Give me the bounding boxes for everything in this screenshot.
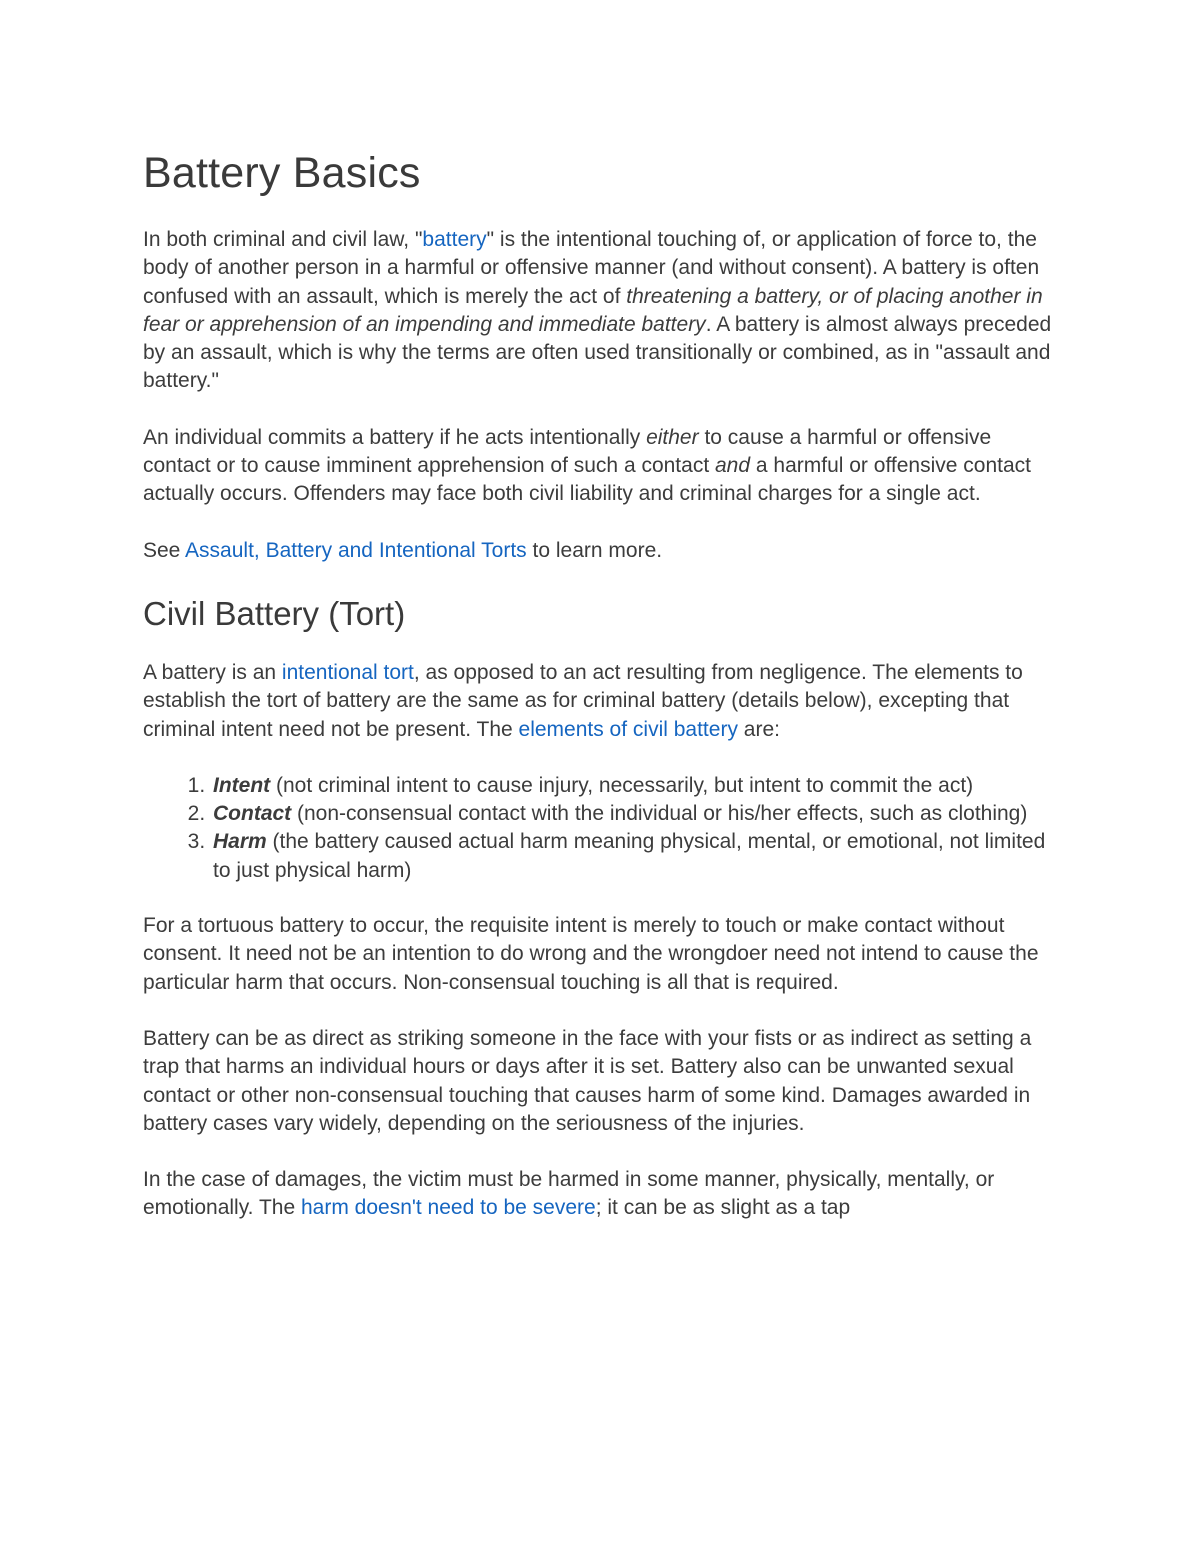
text-run: A battery is an bbox=[143, 660, 282, 684]
section-heading-civil-battery: Civil Battery (Tort) bbox=[143, 594, 406, 632]
list-item-text: (not criminal intent to cause injury, necessarily, but intent to commit the act) bbox=[270, 773, 974, 797]
paragraph-direct-indirect: Battery can be as direct as striking someone in the face with your fists or as indirect as setting a trap that harms an individual hours or days after it is set. Battery also can be unwanted sexual contact or other non-consensual touching that causes harm of some kind. Damages awarded in battery cases vary widely, depending on the seriousness of the injuries. bbox=[143, 1026, 1032, 1135]
battery-link[interactable]: battery bbox=[422, 228, 487, 251]
emphasis-text: threatening a battery, or of placing another in fear or apprehension of an impending and immediate battery bbox=[143, 284, 1043, 336]
text-run: In both criminal and civil law, " bbox=[143, 228, 423, 251]
text-run: ; it can be as slight as a tap bbox=[595, 1196, 851, 1220]
paragraph-see-also bbox=[143, 537, 1063, 565]
text-run: See bbox=[143, 538, 186, 562]
intentional-torts-link[interactable]: Assault, Battery and Intentional Torts bbox=[185, 538, 527, 562]
harm-not-severe-link[interactable]: harm doesn't need to be severe bbox=[300, 1196, 596, 1220]
document-content bbox=[143, 146, 1063, 1223]
paragraph-intro bbox=[143, 226, 1063, 396]
text-run: to learn more. bbox=[526, 538, 663, 562]
emphasis-either: either bbox=[646, 425, 699, 449]
paragraph-tortuous-battery: For a tortuous battery to occur, the requisite intent is merely to touch or make contact without consent. It need not be an intention to do wrong and the wrongdoer need not intend to cause the particular harm that occurs. Non-consensual touching is all that is required. bbox=[143, 914, 1039, 994]
text-run: . A battery is almost always preceded by an assault, which is why the terms are often used transitionally or combined, as in "assault and battery." bbox=[143, 312, 1052, 393]
paragraph-commits bbox=[143, 424, 1063, 509]
intentional-tort-link[interactable]: intentional tort bbox=[281, 660, 414, 684]
text-run: An individual commits a battery if he acts intentionally bbox=[143, 425, 647, 449]
list-item-text: (non-consensual contact with the individual or his/her effects, such as clothing) bbox=[291, 802, 1028, 826]
text-run: to cause a harmful or offensive contact or to cause imminent apprehension of such a contact bbox=[143, 425, 992, 478]
text-run: a harmful or offensive contact actually occurs. Offenders may face both civil liability and criminal charges for a single act. bbox=[143, 454, 1031, 506]
emphasis-and: and bbox=[715, 454, 751, 478]
list-item bbox=[211, 772, 1063, 800]
list-item-term: Intent bbox=[213, 773, 271, 797]
list-item-text: (the battery caused actual harm meaning physical, mental, or emotional, not limited to just physical harm) bbox=[213, 830, 1046, 882]
list-item-term: Contact bbox=[213, 802, 292, 826]
elements-of-civil-battery-link[interactable]: elements of civil battery bbox=[518, 717, 738, 741]
list-item-term: Harm bbox=[213, 830, 267, 854]
list-item bbox=[211, 828, 1063, 885]
page-title: Battery Basics bbox=[143, 149, 421, 197]
text-run: , as opposed to an act resulting from negligence. The elements to establish the tort of battery are the same as for criminal battery (details below), excepting that criminal intent need not be present. The bbox=[143, 660, 1023, 741]
paragraph-civil-battery bbox=[143, 659, 1063, 744]
elements-list bbox=[143, 772, 1063, 885]
text-run: " is the intentional touching of, or application of force to, the body of another person in a harmful or offensive manner (and without consent). A battery is often confused with an assault, which is merely the act of bbox=[143, 228, 1040, 308]
text-run: In the case of damages, the victim must be harmed in some manner, physically, mentally, or emotionally. The bbox=[143, 1168, 995, 1220]
paragraph-damages bbox=[143, 1166, 1063, 1223]
list-item bbox=[211, 800, 1063, 828]
text-run: are: bbox=[737, 717, 780, 741]
